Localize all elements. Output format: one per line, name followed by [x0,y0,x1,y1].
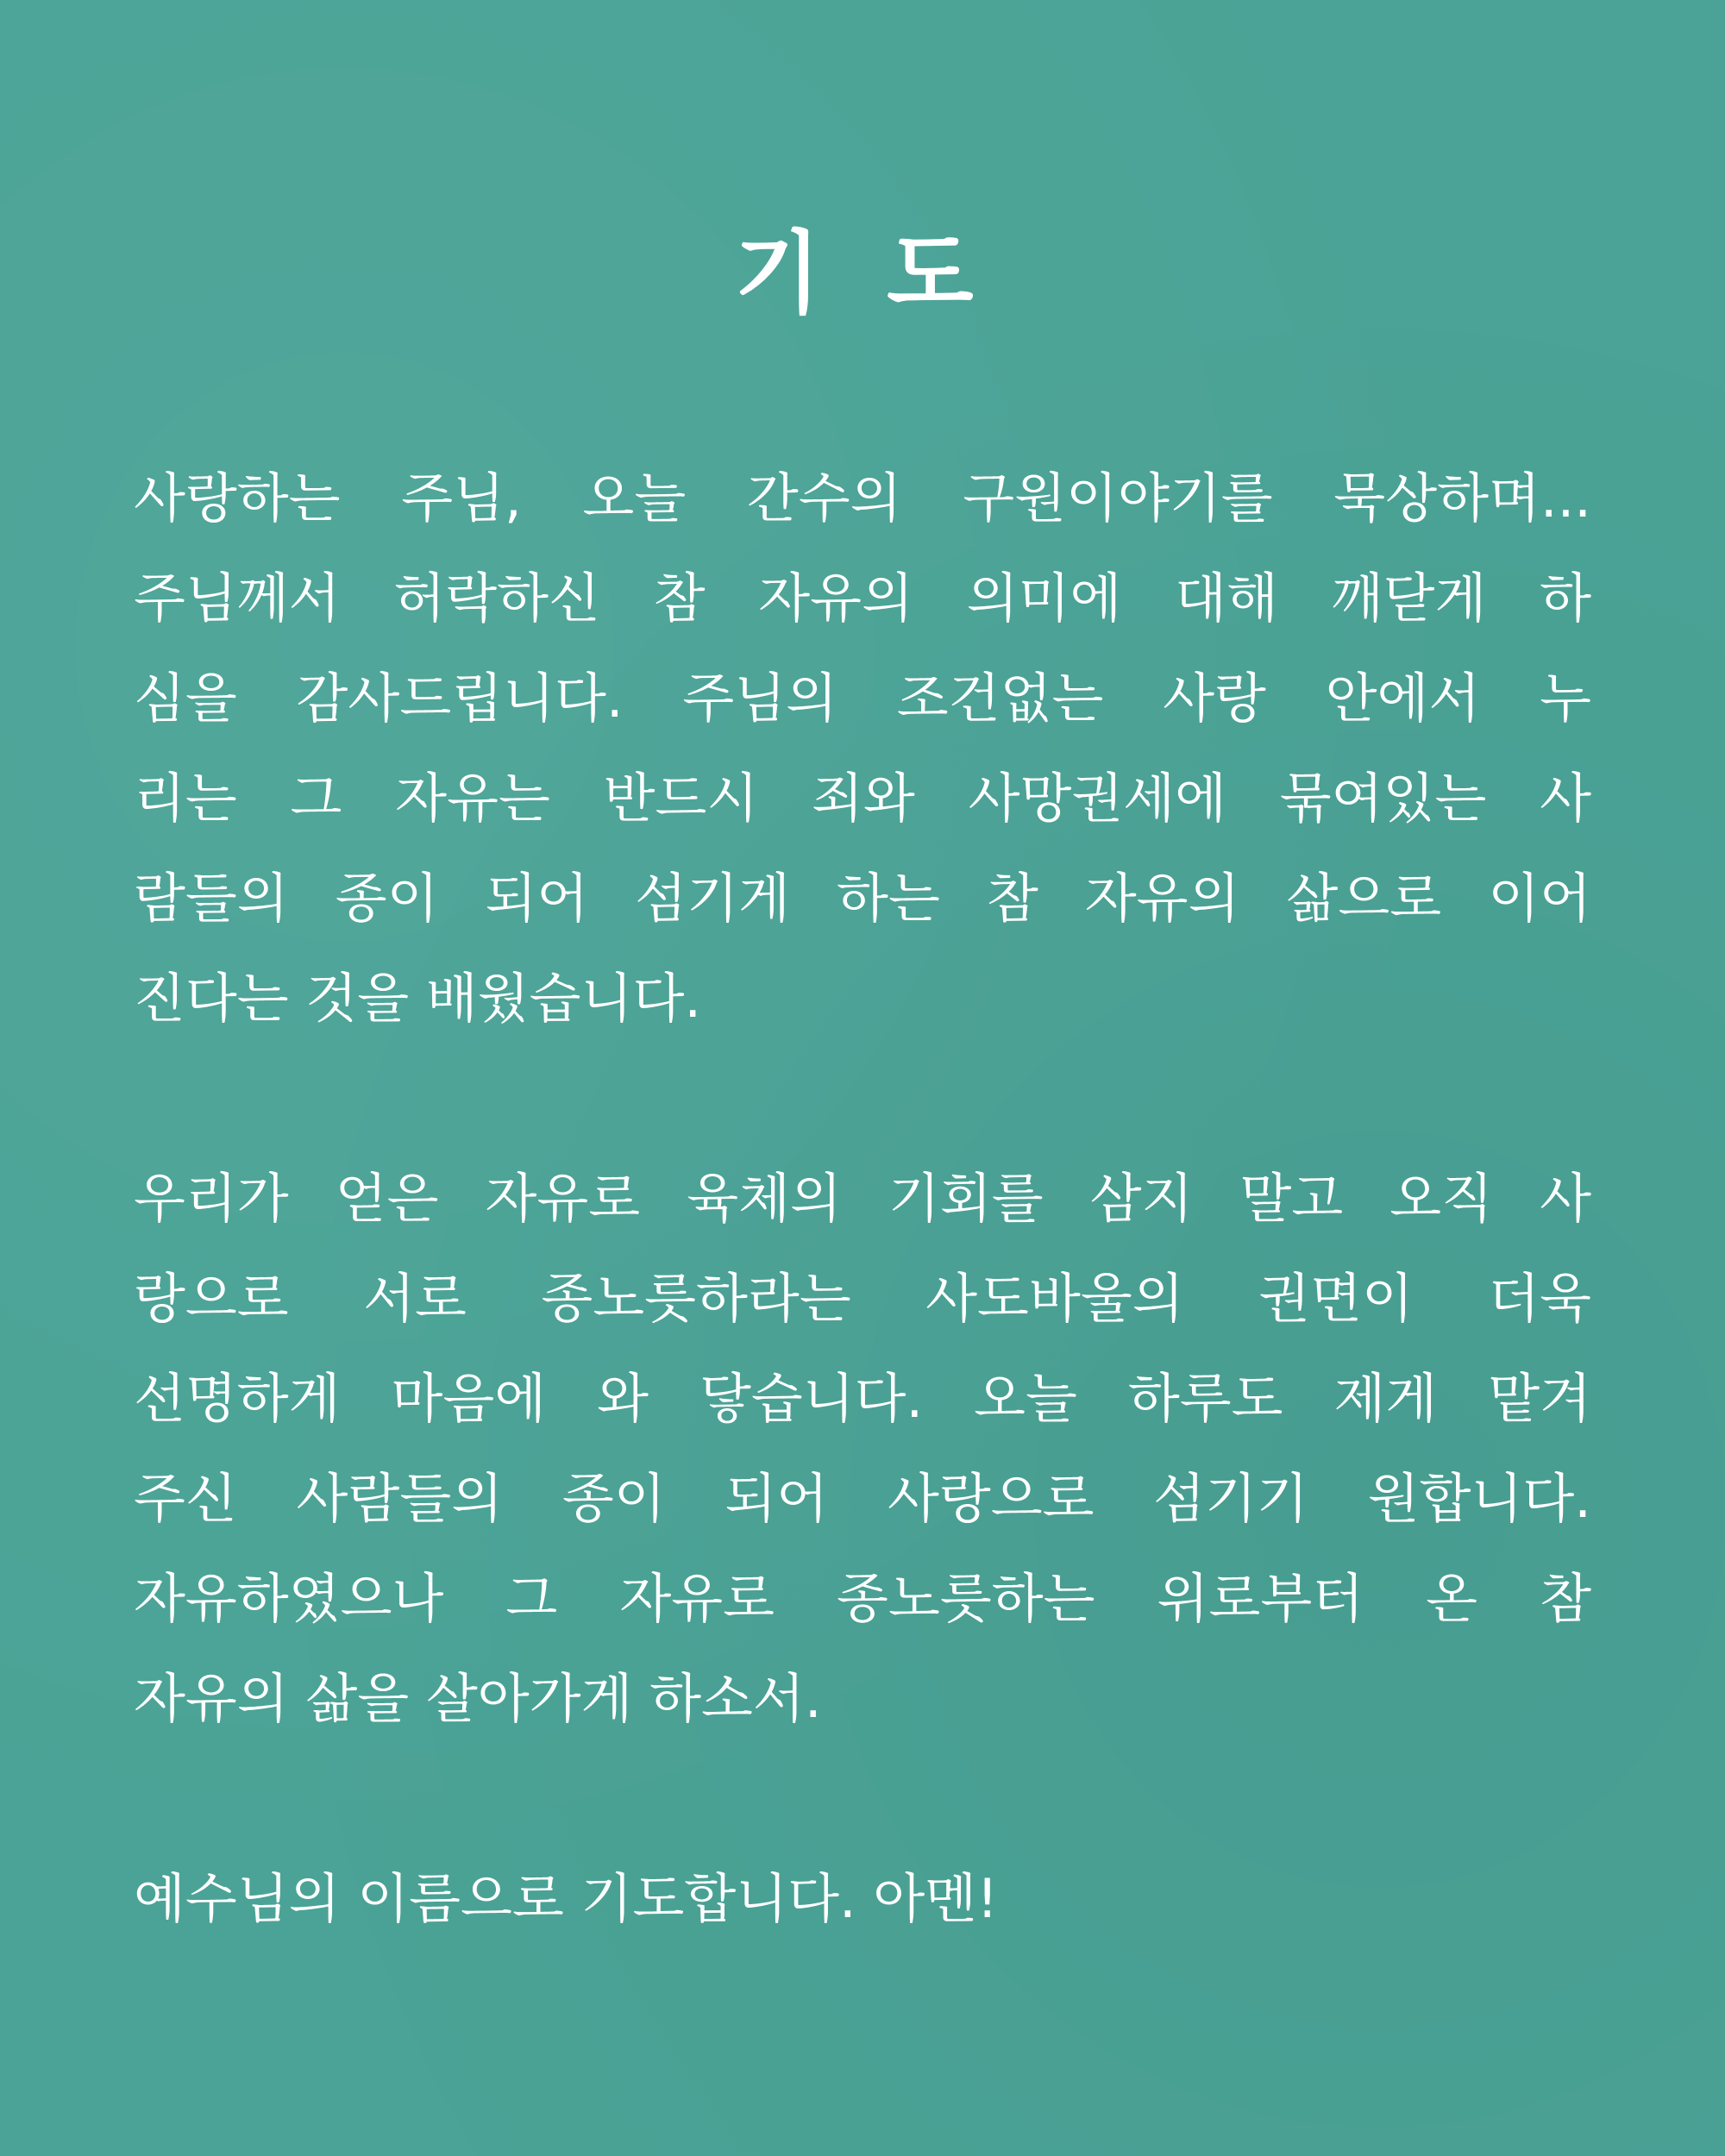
paragraph-spacer [134,1749,1591,1849]
prayer-line: 자유하였으나 그 자유로 종노릇하는 위로부터 온 참 [134,1567,1591,1630]
prayer-line: 자유의 삶을 살아가게 하소서. [134,1667,822,1730]
prayer-line: 사랑하는 주님, 오늘 간수의 구원이야기를 묵상하며... [134,467,1591,530]
prayer-closing [134,1849,1591,1949]
prayer-line: 심을 감사드립니다. 주님의 조건없는 사랑 안에서 누 [134,667,1591,730]
prayer-paragraph-2 [134,1149,1591,1749]
prayer-line: 리는 그 자유는 반드시 죄와 사망권세에 묶여있는 사 [134,767,1591,830]
prayer-line: 선명하게 마음에 와 닿습니다. 오늘 하루도 제게 맡겨 [134,1367,1591,1430]
prayer-line: 람들의 종이 되어 섬기게 하는 참 자유의 삶으로 이어 [134,867,1591,930]
prayer-body [134,448,1591,1949]
prayer-line: 랑으로 서로 종노릇하라는 사도바울의 권면이 더욱 [134,1267,1591,1330]
closing-line: 예수님의 이름으로 기도합니다. 아멘! [134,1867,999,1930]
paragraph-spacer [134,1049,1591,1149]
prayer-line: 주님께서 허락하신 참 자유의 의미에 대해 깨닫게 하 [134,567,1591,630]
page-title: 기 도 [734,221,991,326]
prayer-line: 우리가 얻은 자유로 육체의 기회를 삼지 말고 오직 사 [134,1167,1591,1230]
prayer-line: 진다는 것을 배웠습니다. [134,967,702,1030]
prayer-line: 주신 사람들의 종이 되어 사랑으로 섬기기 원합니다. [134,1467,1591,1530]
prayer-paragraph-1 [134,448,1591,1049]
